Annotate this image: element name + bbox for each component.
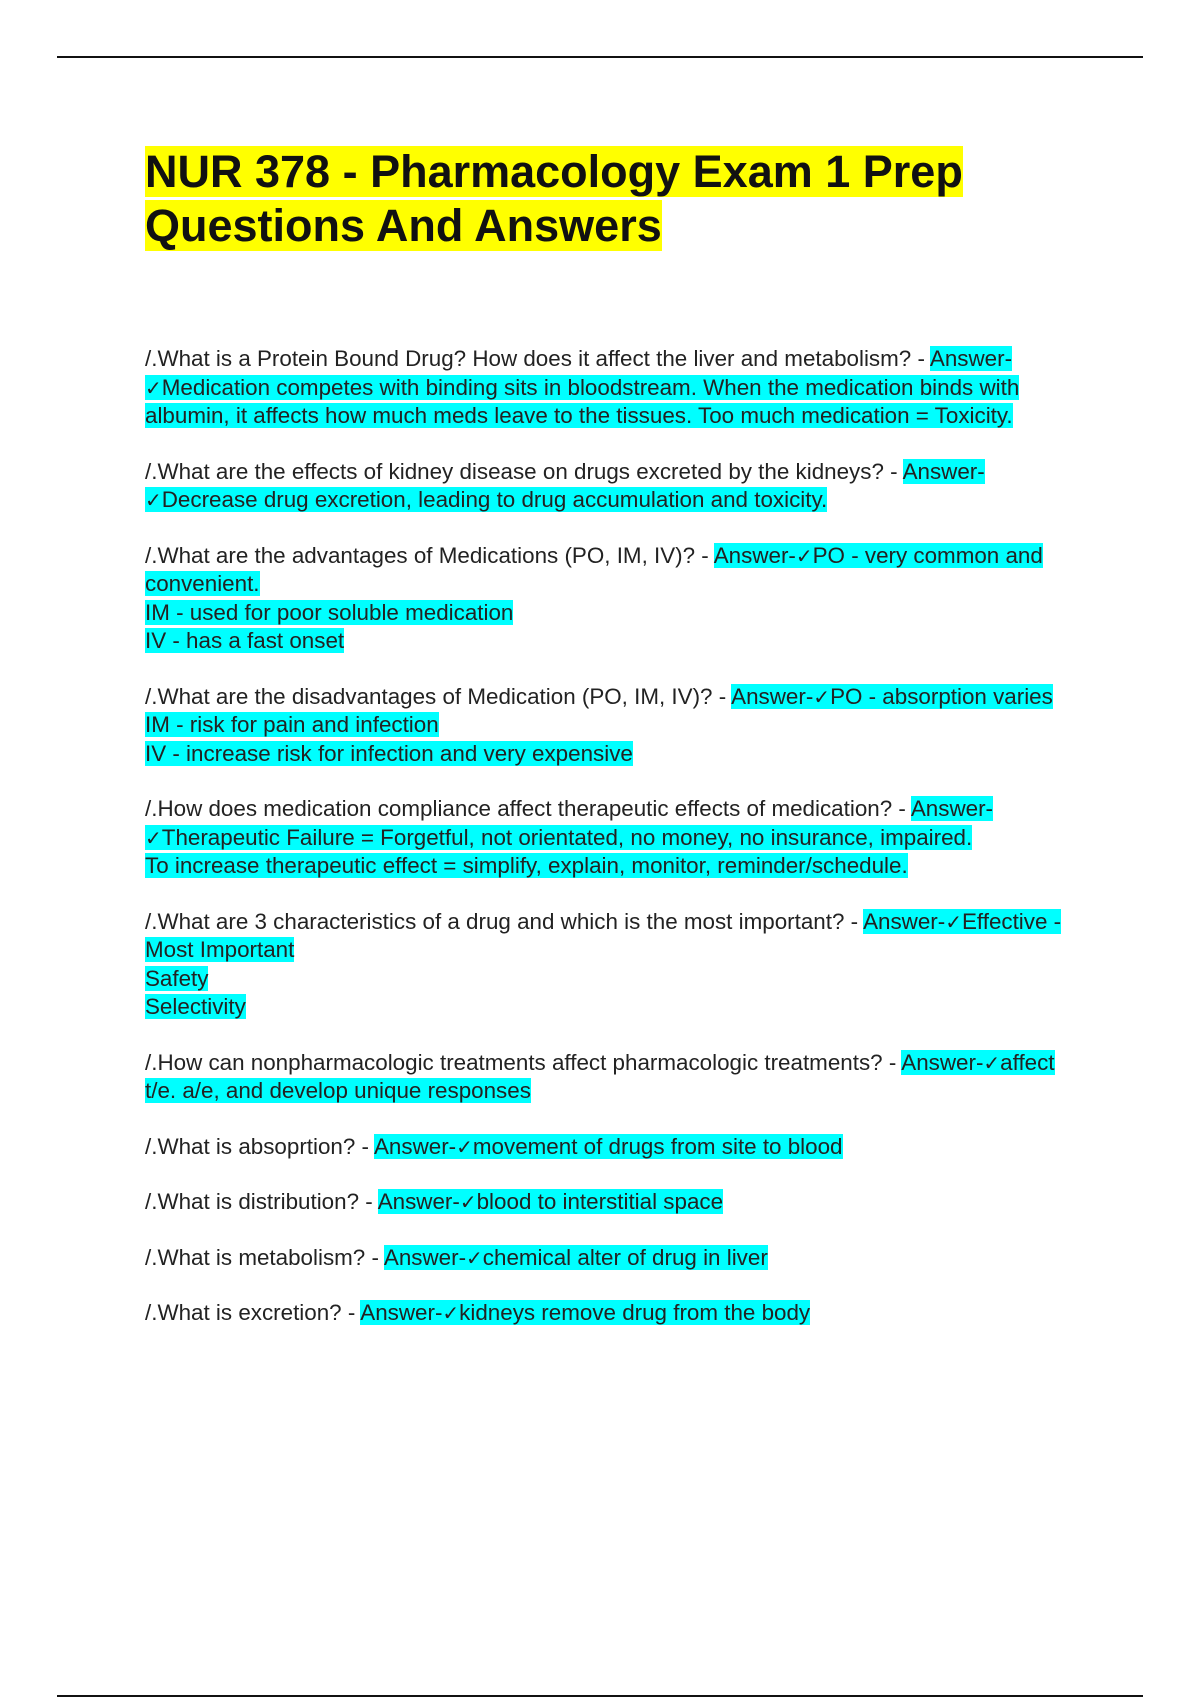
answer-line: movement of drugs from site to blood [472,1133,843,1159]
check-icon: ✓ [442,1301,460,1325]
answer-highlight [360,1300,810,1325]
qa-item [145,908,1090,1022]
check-icon: ✓ [983,1050,1001,1075]
title-highlight: NUR 378 - Pharmacology Exam 1 Prep Questions And Answers [145,146,963,251]
answer-line: Therapeutic Failure = Forgetful, not orientated, no money, no insurance, impaired. [161,824,973,850]
check-icon: ✓ [145,375,162,400]
check-icon: ✓ [459,1190,477,1214]
check-icon: ✓ [945,909,962,934]
check-icon: ✓ [466,1245,483,1270]
check-icon: ✓ [456,1134,473,1159]
answer-line: To increase therapeutic effect = simplify, explain, monitor, reminder/schedule. [145,853,908,878]
check-icon: ✓ [795,543,813,568]
answer-marker: Answer- [929,346,1013,371]
question-text: /.What are the effects of kidney disease on drugs excreted by the kidneys? - [145,458,903,484]
answer-marker: Answer- [383,1244,467,1270]
question-text: /.What is distribution? - [145,1189,378,1214]
question-text: /.What is a Protein Bound Drug? How does it affect the liver and metabolism? - [145,346,930,371]
check-icon: ✓ [145,825,162,850]
answer-marker: Answer- [731,683,814,709]
question-text: /.What is absoprtion? - [145,1133,374,1159]
answer-line: kidneys remove drug from the body [459,1300,811,1325]
answer-line: IM - risk for pain and infection [145,712,439,737]
bottom-rule [57,1695,1143,1697]
answer-line: IM - used for poor soluble medication [145,599,514,625]
answer-line: PO - very common and convenient. [145,542,1043,596]
answer-line: Decrease drug excretion, leading to drug accumulation and toxicity. [161,487,828,512]
document-title [145,145,1090,253]
qa-item [145,542,1090,656]
answer-highlight [374,1134,843,1159]
qa-item [145,1244,1090,1273]
qa-item [145,1049,1090,1106]
check-icon: ✓ [145,488,162,512]
qa-list [145,345,1090,1328]
answer-marker: Answer- [360,1300,443,1325]
answer-line: IV - increase risk for infection and very expensive [145,740,633,766]
answer-marker: Answer- [901,1049,984,1075]
qa-item [145,795,1090,881]
document-body [145,145,1090,1355]
question-text: /.How can nonpharmacologic treatments affect pharmacologic treatments? - [145,1049,902,1075]
answer-marker: Answer- [910,796,993,821]
answer-line: Medication competes with binding sits in bloodstream. When the medication binds with albumin, it affects how much meds leave to the tissues. Too much medication = Toxicity. [145,374,1020,428]
answer-highlight [378,1189,723,1214]
qa-item [145,1188,1090,1217]
question-text: /.What are 3 characteristics of a drug and which is the most important? - [145,908,864,934]
qa-item [145,683,1090,769]
answer-line: chemical alter of drug in liver [482,1244,768,1270]
answer-marker: Answer- [863,908,946,934]
question-text: /.What are the disadvantages of Medication (PO, IM, IV)? - [145,683,732,709]
question-text: /.How does medication compliance affect therapeutic effects of medication? - [145,796,911,821]
answer-line: affect t/e. a/e, and develop unique responses [145,1049,1055,1103]
answer-line: Safety [145,965,209,991]
question-text: /.What is metabolism? - [145,1244,384,1270]
qa-item [145,1133,1090,1162]
answer-marker: Answer- [902,458,985,484]
answer-line: PO - absorption varies [830,683,1053,709]
question-text: /.What is excretion? - [145,1300,361,1325]
answer-line: IV - has a fast onset [145,628,345,653]
qa-item [145,1299,1090,1328]
qa-item [145,345,1090,431]
answer-line: Selectivity [145,994,246,1019]
top-rule [57,56,1143,58]
answer-marker: Answer- [377,1189,460,1214]
answer-marker: Answer- [713,542,796,568]
qa-item [145,458,1090,515]
answer-marker: Answer- [374,1133,457,1159]
check-icon: ✓ [813,684,831,709]
answer-line: Effective - Most Important [145,908,1062,962]
question-text: /.What are the advantages of Medications (PO, IM, IV)? - [145,542,714,568]
answer-highlight [384,1245,768,1270]
answer-line: blood to interstitial space [476,1189,724,1214]
